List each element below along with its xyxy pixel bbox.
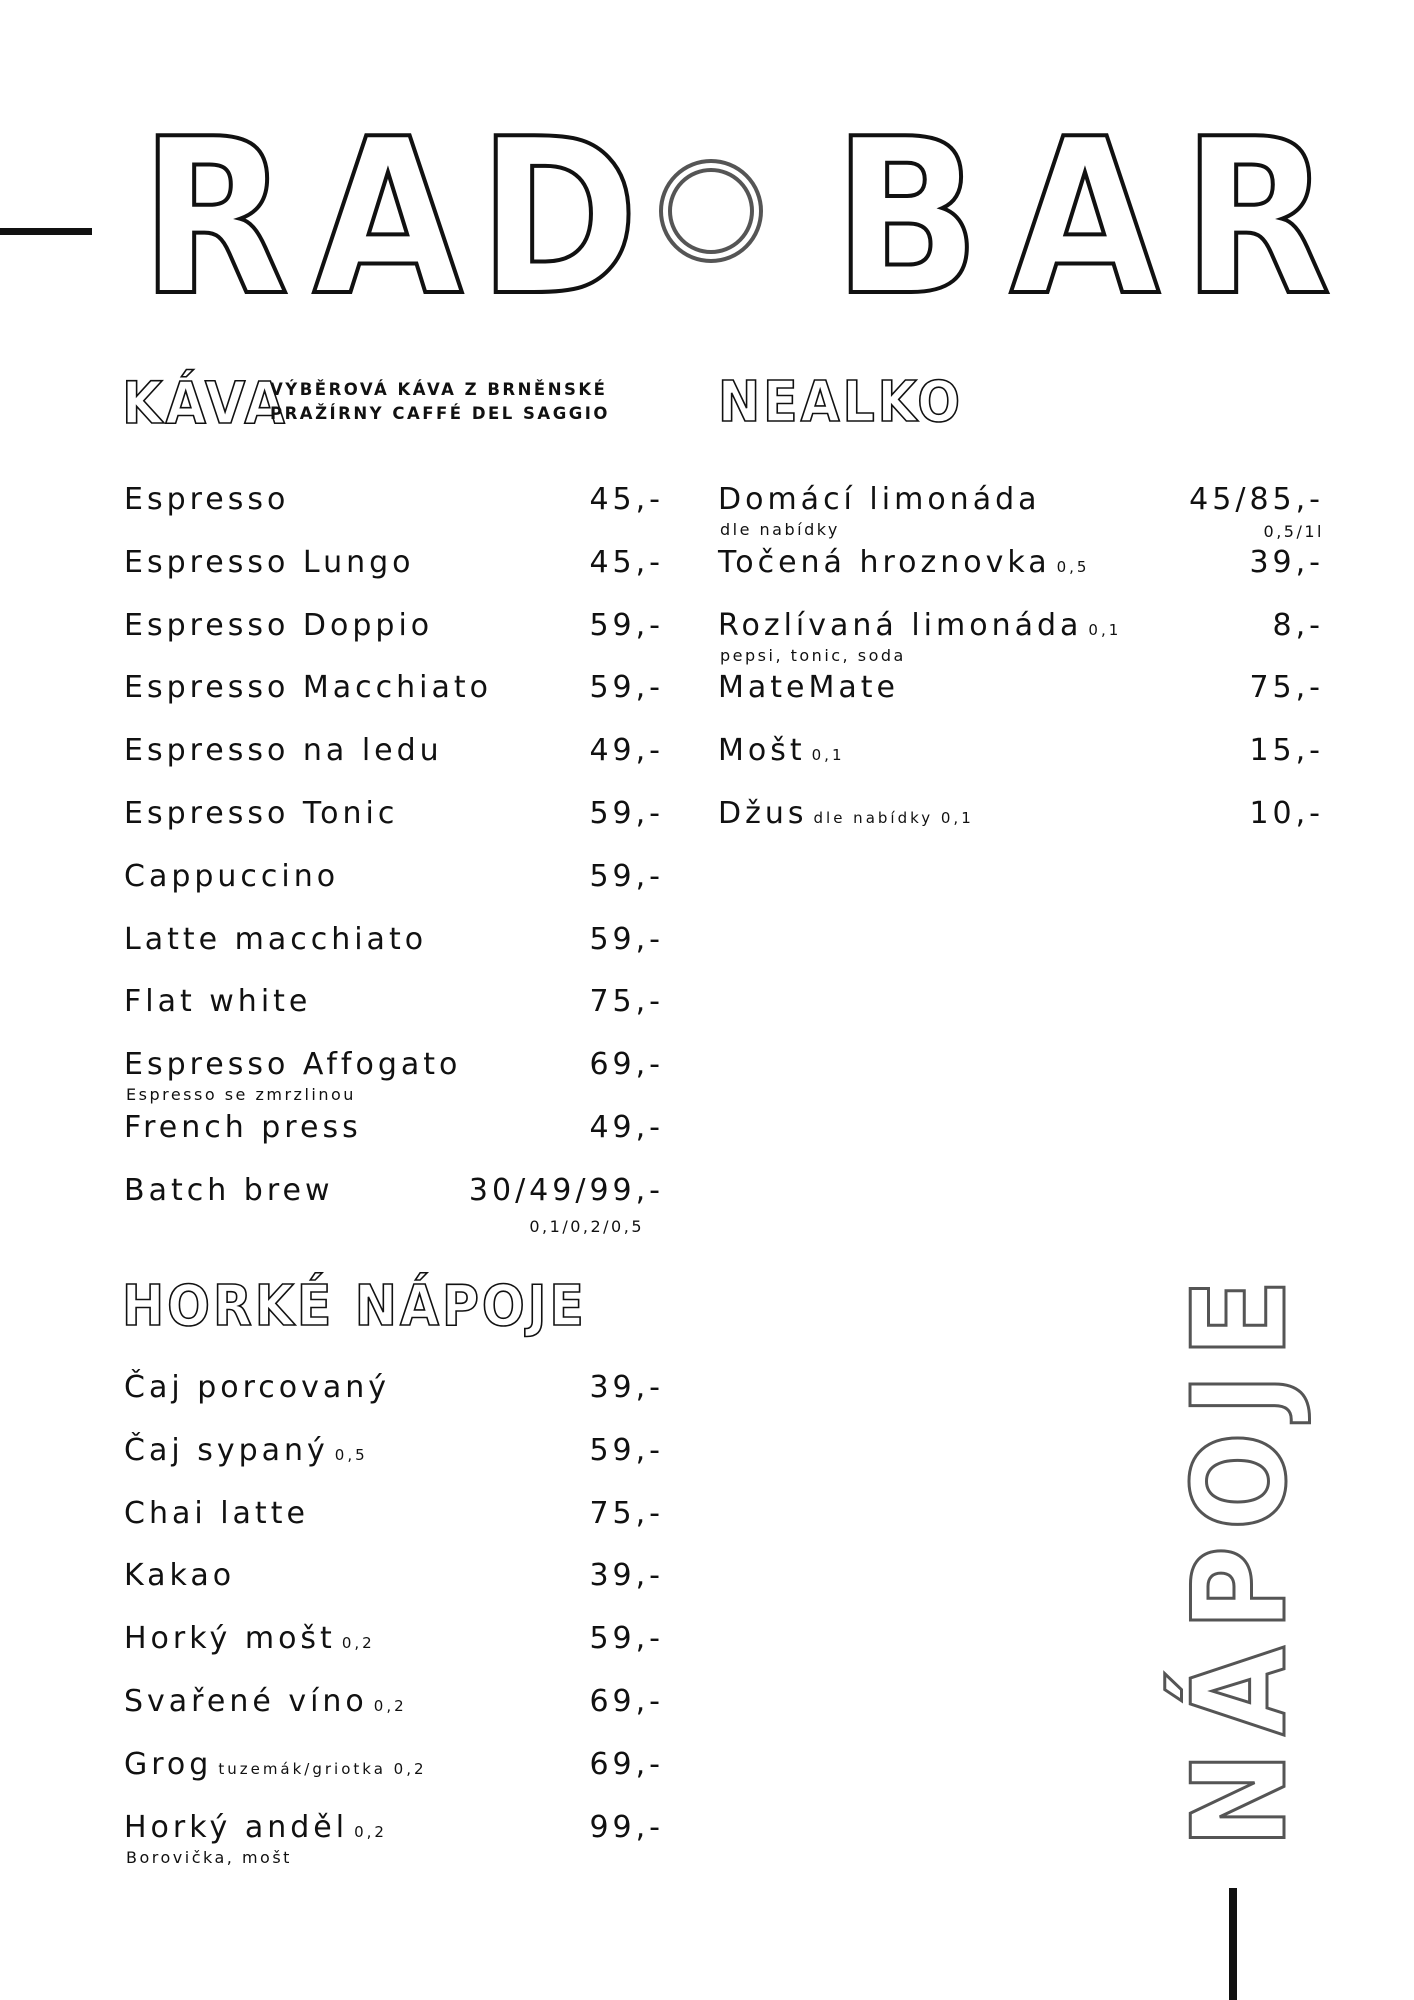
item-price: 59,-	[589, 607, 664, 643]
kava-item	[124, 922, 664, 985]
item-name-text: Domácí limonáda	[718, 482, 1041, 517]
item-name-text: Džus	[718, 796, 808, 831]
item-name-text: Espresso Macchiato	[124, 670, 493, 706]
kava-item	[124, 796, 664, 859]
item-name-text: Čaj sypaný	[124, 1432, 329, 1468]
item-name-text: Espresso Lungo	[124, 544, 415, 580]
item-name-text: Chai latte	[124, 1495, 309, 1531]
item-name	[124, 1047, 461, 1082]
horke-item	[124, 1558, 664, 1621]
item-name	[124, 1558, 235, 1593]
nealko-title: NEALKO	[718, 370, 964, 435]
item-price: 75,-	[589, 984, 664, 1020]
item-price: 15,-	[1249, 733, 1324, 769]
horke-item	[124, 1684, 664, 1747]
item-price: 59,-	[589, 670, 664, 706]
item-name	[718, 670, 899, 705]
kava-item	[124, 608, 664, 671]
item-name-text: Mošt	[718, 733, 806, 769]
item-size: 0,2	[373, 1697, 407, 1715]
item-note: dle nabídky	[720, 520, 840, 539]
logo-letter-r: R	[140, 92, 289, 343]
logo-letter-r2: R	[1182, 92, 1331, 343]
item-price: 99,-	[589, 1809, 664, 1845]
item-price: 59,-	[589, 921, 664, 957]
item-name	[124, 1110, 362, 1145]
item-name-text: Espresso Affogato	[124, 1047, 462, 1083]
item-size: 0,1	[811, 746, 845, 765]
item-name-text: Latte macchiato	[124, 921, 428, 957]
item-price: 8,-	[1272, 607, 1324, 643]
item-size: 0,5	[334, 1445, 368, 1464]
item-size: 0,1	[1088, 620, 1122, 639]
item-name-text: Espresso Doppio	[124, 607, 434, 643]
item-name-text: Espresso	[124, 482, 290, 517]
item-name	[718, 482, 1041, 517]
item-name	[718, 733, 845, 768]
item-price: 45,-	[589, 544, 664, 580]
item-name	[124, 1684, 407, 1719]
item-name-text: Točená hroznovka	[718, 544, 1051, 580]
item-name-text: MateMate	[718, 670, 899, 706]
horke-item	[124, 1370, 664, 1433]
item-name	[718, 545, 1089, 580]
bottom-right-rule	[1229, 1888, 1237, 2000]
item-name	[124, 1621, 375, 1656]
item-price: 59,-	[589, 1432, 664, 1468]
logo-letter-b: B	[833, 92, 981, 343]
kava-item	[124, 733, 664, 796]
horke-item	[124, 1747, 664, 1810]
item-size: dle nabídky 0,1	[813, 809, 974, 827]
kava-item	[124, 1047, 664, 1110]
item-price: 49,-	[589, 1110, 664, 1145]
item-price: 75,-	[589, 1495, 664, 1531]
kava-item	[124, 984, 664, 1047]
item-price: 59,-	[589, 796, 664, 831]
nealko-item	[718, 608, 1324, 671]
item-price: 39,-	[589, 1558, 664, 1594]
item-name	[124, 984, 311, 1019]
item-name	[124, 545, 415, 580]
item-note: Borovička, mošt	[126, 1847, 292, 1867]
item-name	[124, 922, 427, 957]
kava-item	[124, 670, 664, 733]
item-price: 69,-	[589, 1746, 664, 1782]
item-size: tuzemák/griotka 0,2	[218, 1759, 427, 1778]
item-name-text: Čaj porcovaný	[124, 1370, 391, 1405]
logo-letter-a2: A	[1010, 92, 1160, 343]
item-name	[124, 1173, 333, 1208]
item-name	[124, 859, 339, 894]
item-name-text: French press	[124, 1110, 362, 1145]
item-price: 69,-	[589, 1684, 664, 1719]
item-price: 49,-	[589, 733, 664, 769]
item-note: pepsi, tonic, soda	[720, 645, 906, 665]
side-title-vertical: NÁPOJE	[1166, 1262, 1315, 1848]
item-price: 75,-	[1249, 670, 1324, 706]
item-name	[124, 733, 443, 768]
horke-item	[124, 1810, 664, 1873]
item-name	[124, 670, 492, 705]
item-name-text: Grog	[124, 1746, 213, 1782]
item-name-text: Horký anděl	[124, 1809, 349, 1845]
item-name-text: Batch brew	[124, 1172, 334, 1208]
item-name	[718, 608, 1121, 643]
item-price: 45,-	[589, 482, 664, 517]
item-name	[124, 1747, 427, 1782]
item-name-text: Horký mošt	[124, 1621, 336, 1657]
item-name-text: Espresso Tonic	[124, 796, 399, 831]
logo	[0, 0, 1414, 343]
item-name-text: Espresso na ledu	[124, 733, 443, 769]
item-price: 30/49/99,-	[468, 1172, 664, 1208]
logo-letter-a: A	[313, 92, 463, 343]
kava-item	[124, 859, 664, 922]
item-price: 69,-	[589, 1047, 664, 1083]
logo-letter-d: D	[478, 92, 639, 343]
horke-item	[124, 1621, 664, 1684]
horke-title: HORKÉ NÁPOJE	[122, 1274, 587, 1339]
item-name	[124, 1433, 368, 1468]
item-name-text: Flat white	[124, 984, 312, 1020]
kava-item	[124, 1110, 664, 1173]
item-size: 0,2	[341, 1634, 375, 1653]
item-volume: 0,1/0,2/0,5	[529, 1216, 644, 1236]
nealko-item	[718, 670, 1324, 733]
item-price: 39,-	[589, 1370, 664, 1405]
item-name-text: Kakao	[124, 1558, 236, 1594]
item-name	[718, 796, 974, 831]
nealko-item	[718, 545, 1324, 608]
kava-subtitle-line2: PRAŽÍRNY CAFFÉ DEL SAGGIO	[270, 404, 610, 423]
kava-title: KÁVA	[122, 369, 288, 437]
item-name	[124, 482, 289, 517]
item-name	[124, 608, 433, 643]
kava-item	[124, 545, 664, 608]
item-price: 10,-	[1249, 796, 1324, 831]
nealko-item	[718, 482, 1324, 545]
item-name	[124, 1810, 387, 1845]
kava-subtitle-line1: VÝBĚROVÁ KÁVA Z BRNĚNSKÉ	[270, 380, 608, 399]
item-name	[124, 796, 398, 831]
horke-item	[124, 1496, 664, 1559]
item-price: 45/85,-	[1189, 482, 1324, 517]
logo-o-ring-icon	[658, 158, 764, 264]
item-price: 59,-	[589, 1621, 664, 1657]
item-price: 39,-	[1249, 544, 1324, 580]
kava-item	[124, 482, 664, 545]
nealko-item	[718, 733, 1324, 796]
item-name-text: Svařené víno	[124, 1684, 368, 1719]
item-volume: 0,5/1l	[1263, 522, 1324, 541]
horke-item	[124, 1433, 664, 1496]
item-size: 0,5	[1056, 557, 1090, 576]
nealko-item	[718, 796, 1324, 859]
item-name-text: Cappuccino	[124, 858, 340, 894]
item-price: 59,-	[589, 858, 664, 894]
item-name	[124, 1496, 309, 1531]
item-size: 0,2	[354, 1822, 387, 1841]
item-note: Espresso se zmrzlinou	[126, 1085, 356, 1105]
item-name	[124, 1370, 390, 1405]
kava-subtitle	[270, 378, 610, 426]
item-name-text: Rozlívaná limonáda	[718, 607, 1083, 643]
kava-item	[124, 1173, 664, 1236]
